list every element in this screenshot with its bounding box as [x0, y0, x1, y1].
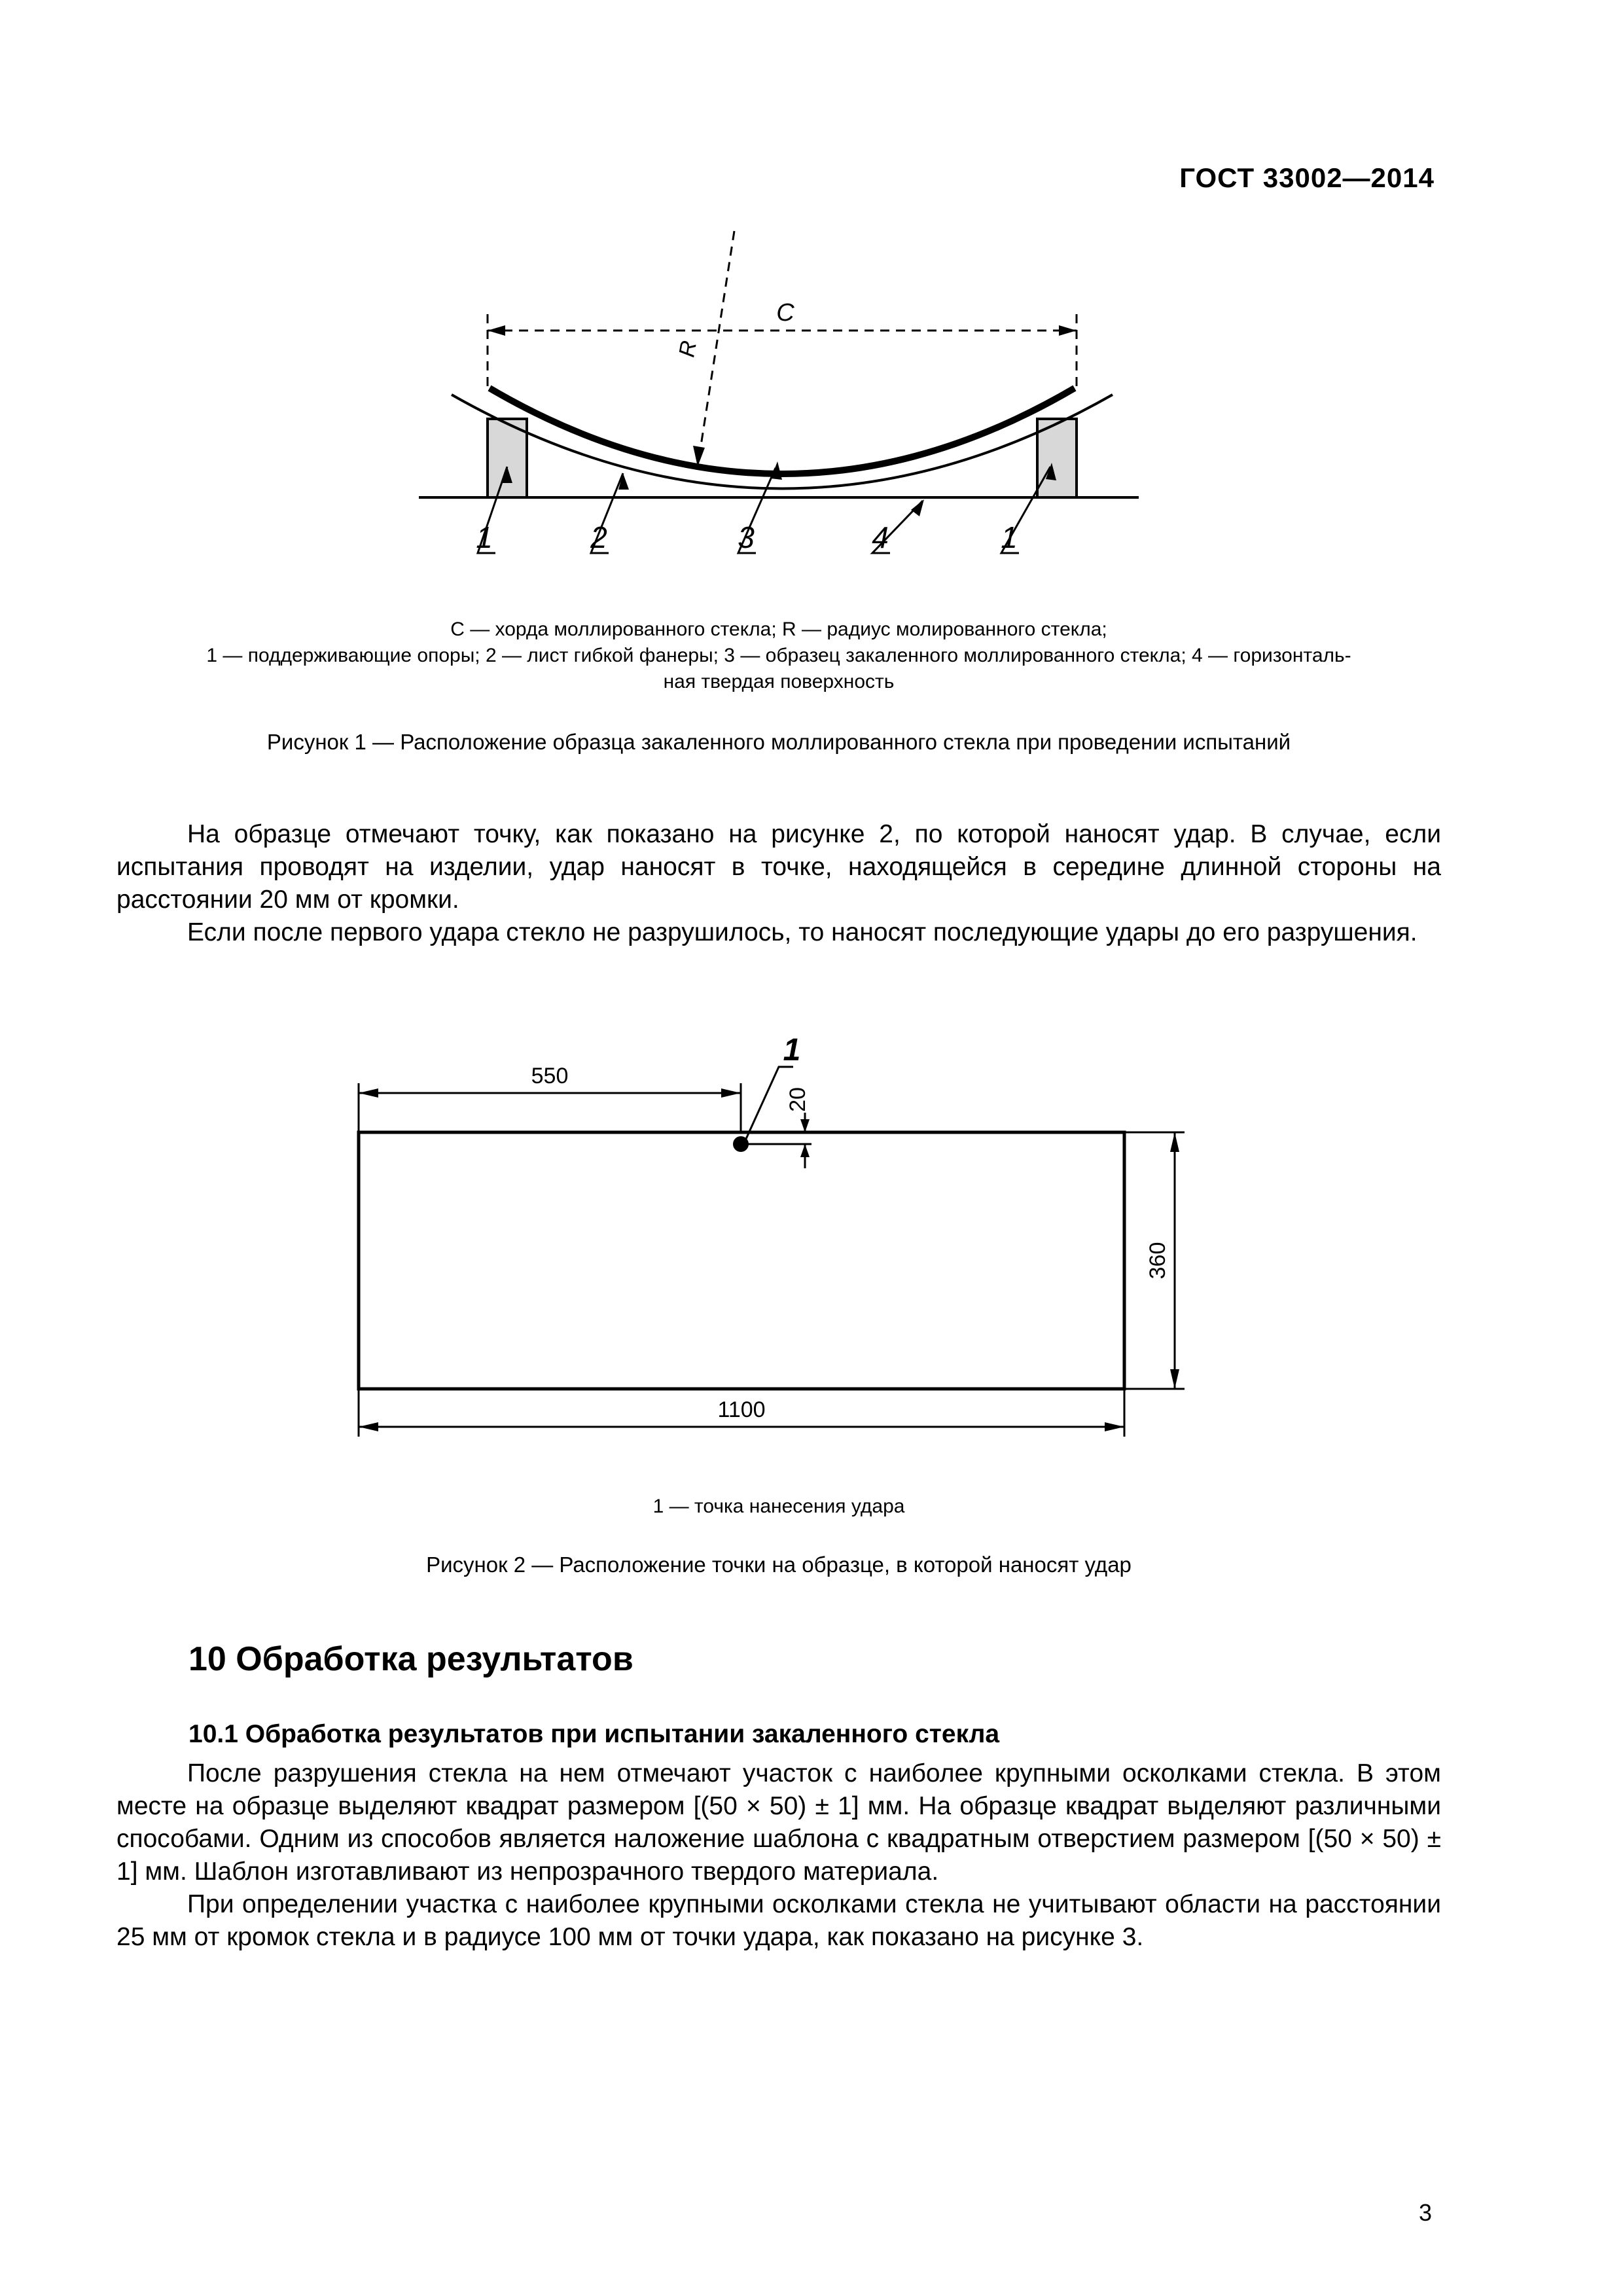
paragraph-block-2 — [116, 1757, 1441, 1954]
figure-2-caption: Рисунок 2 — Расположение точки на образце, в которой наносят удар — [426, 1552, 1132, 1577]
radius-line — [699, 231, 734, 458]
chord-label: C — [776, 299, 794, 327]
subsection-heading: 10.1 Обработка результатов при испытании закаленного стекла — [188, 1720, 1000, 1748]
figure-1-caption: Рисунок 1 — Расположение образца закаленного моллированного стекла при проведении испытаний — [266, 730, 1291, 754]
paragraph: При определении участка с наиболее крупными осколками стекла не учитывают области на расстоянии 25 мм от кромок стекла и в радиусе 100 мм от точки удара, как показано на рисунке 3. — [116, 1890, 1441, 1951]
callout-1-right: 1 — [1001, 520, 1018, 554]
dim-550-label: 550 — [531, 1064, 569, 1088]
page-number: 3 — [1418, 2199, 1432, 2226]
figure-1-legend — [116, 617, 1441, 695]
callout-2: 2 — [590, 520, 607, 554]
legend-line-2: 1 — поддерживающие опоры; 2 — лист гибкой фанеры; 3 — образец закаленного моллированного стекла; 4 — горизонталь- — [206, 645, 1351, 666]
callout-1-left: 1 — [476, 520, 493, 554]
dim-360-label: 360 — [1145, 1242, 1170, 1280]
specimen-rectangle — [359, 1132, 1124, 1389]
dim-1100-label: 1100 — [717, 1397, 766, 1422]
callout-3: 3 — [738, 520, 755, 554]
figure-2-diagram — [327, 1028, 1211, 1453]
glass-sample — [490, 388, 1075, 474]
section-heading: 10 Обработка результатов — [188, 1640, 633, 1678]
legend-line-1: C — хорда моллированного стекла; R — радиус молированного стекла; — [450, 619, 1107, 640]
paragraph: На образце отмечают точку, как показано на рисунке 2, по которой наносят удар. В случае, если испытания проводят на изделии, удар наносят в точке, находящейся в середине длинной стороны на расстоянии 20 мм от кромки. — [116, 820, 1441, 914]
paragraph: После разрушения стекла на нем отмечают участок с наиболее крупными осколками стекла. В этом месте на образце выделяют квадрат размером [(50 × 50) ± 1] мм. На образце квадрат выделяют различными способами. Одним из способов является наложение шаблона с квадратным отверстием размером [(50 × 50) ± 1] мм. Шаблон изготавливают из непрозрачного твердого материала. — [116, 1759, 1441, 1886]
callout-1: 1 — [783, 1033, 801, 1067]
figure-1-diagram — [393, 226, 1165, 573]
paragraph: Если после первого удара стекло не разрушилось, то наносят последующие удары до его разрушения. — [187, 918, 1418, 946]
radius-label: R — [674, 338, 702, 359]
callout-leaders — [478, 467, 1050, 553]
legend-line-3: ная твердая поверхность — [663, 671, 895, 692]
paragraph-block-1 — [116, 818, 1441, 949]
dim-20-label: 20 — [785, 1087, 810, 1112]
callout-4: 4 — [872, 520, 889, 554]
figure-2-legend: 1 — точка нанесения удара — [652, 1496, 905, 1517]
standard-number: ГОСТ 33002—2014 — [1179, 162, 1435, 193]
